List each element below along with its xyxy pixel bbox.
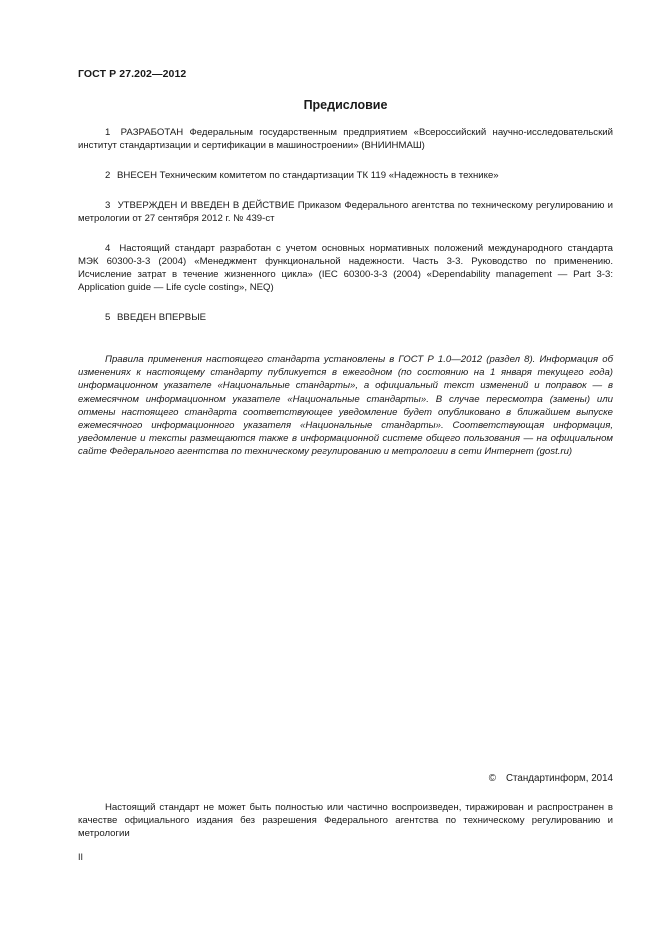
clause-item	[78, 126, 613, 152]
clause-item	[78, 242, 613, 294]
clause-text: ВВЕДЕН ВПЕРВЫЕ	[117, 312, 207, 323]
copyright-line	[78, 773, 613, 784]
clause-number: 3	[105, 200, 111, 211]
rights-notice: Настоящий стандарт не может быть полностью или частично воспроизведен, тиражирован и распространен в качестве официального издания без разрешения Федерального агентства по техническому регулированию и метрологии	[78, 802, 613, 839]
usage-notice: Правила применения настоящего стандарта установлены в ГОСТ Р 1.0—2012 (раздел 8). Информация об изменениях к настоящему стандарту публикуется в ежегодном (по состоянию на 1 января текущего года) информационном указателе «Национальные стандарты», а официальный текст изменений и поправок — в ежемесячном информационном указателе «Национальные стандарты». В случае пересмотра (замены) или отмены настоящего стандарта соответствующее уведомление будет опубликовано в ближайшем выпуске ежемесячного информационного указателя «Национальные стандарты». Соответствующая информация, уведомление и тексты размещаются также в информационной системе общего пользования — на официальном сайте Федерального агентства по техническому регулированию и метрологии в сети Интернет (gost.ru)	[78, 354, 613, 458]
document-code: ГОСТ Р 27.202—2012	[78, 68, 187, 80]
clause-number: 1	[105, 127, 111, 138]
clause-text: ВНЕСЕН Техническим комитетом по стандартизации ТК 119 «Надежность в технике»	[117, 170, 499, 181]
clause-text: РАЗРАБОТАН Федеральным государственным предприятием «Всероссийский научно-исследовательский институт стандартизации и сертификации в машиностроении» (ВНИИНМАШ)	[78, 127, 614, 151]
copyright-text: Стандартинформ, 2014	[505, 773, 613, 784]
section-title: Предисловие	[303, 98, 388, 112]
clause-item	[78, 311, 613, 324]
clause-text: УТВЕРЖДЕН И ВВЕДЕН В ДЕЙСТВИЕ Приказом Федерального агентства по техническому регулированию и метрологии от 27 сентября 2012 г. № 439-ст	[78, 200, 613, 224]
clause-item	[78, 199, 613, 225]
clause-item	[78, 169, 613, 182]
clause-number: 4	[105, 243, 111, 254]
copyright-icon: ©	[488, 773, 496, 784]
clause-number: 5	[105, 312, 111, 323]
page-number: II	[78, 852, 84, 862]
clause-list	[78, 126, 613, 341]
clause-text: Настоящий стандарт разработан с учетом основных нормативных положений международного стандарта МЭК 60300-3-3 (2004) «Менеджмент функциональной надежности. Часть 3-3. Руководство по применению. Исчисление затрат в течение жизненного цикла» (IEC 60300-3-3 (2004) «Dependability management — Part 3-3: Application guide — Life cycle costing», NEQ)	[78, 243, 613, 293]
clause-number: 2	[105, 170, 111, 181]
